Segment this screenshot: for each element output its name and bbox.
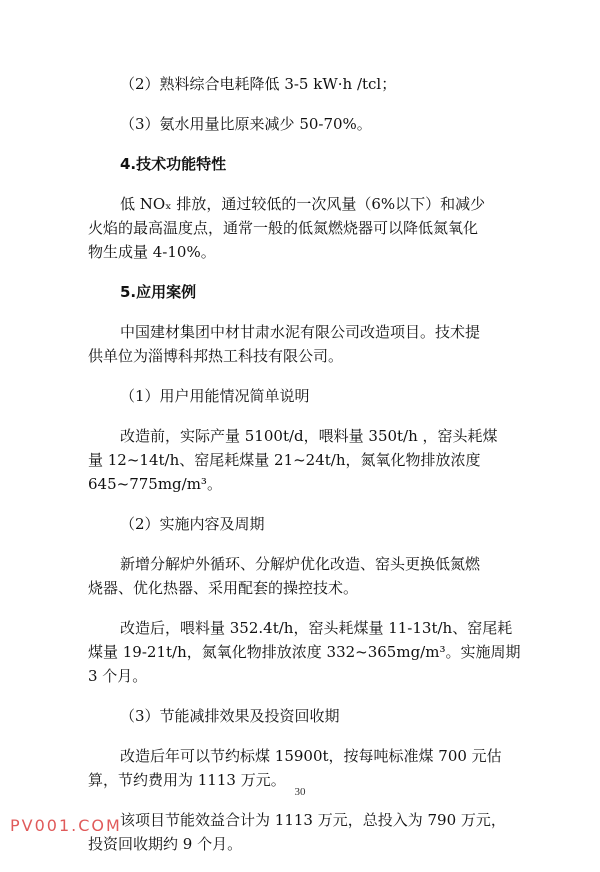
text-line: 量 12~14t/h、窑尾耗煤量 21~24t/h，氮氧化物排放浓度 [88, 451, 481, 469]
text-line: （2）熟料综合电耗降低 3-5 kW·h /tcl； [120, 75, 397, 93]
text-line: 改造后，喂料量 352.4t/h，窑头耗煤量 11-13t/h、窑尾耗 [120, 619, 513, 637]
text-line: 烧器、优化热器、采用配套的操控技术。 [88, 579, 359, 597]
document-body [88, 72, 521, 872]
paragraph-project [88, 320, 516, 368]
text-line: 该项目节能效益合计为 1113 万元，总投入为 790 万元， [120, 811, 506, 829]
subheading: （2）实施内容及周期 [120, 515, 265, 533]
paragraph-after-retrofit [88, 616, 521, 688]
text-line: 物生成量 4-10%。 [88, 243, 216, 261]
watermark: PV001.COM [10, 816, 122, 835]
section-heading: 4.技术功能特性 [120, 155, 227, 173]
subheading: （3）节能减排效果及投资回收期 [120, 707, 340, 725]
subheading: （1）用户用能情况简单说明 [120, 387, 310, 405]
paragraph-before-retrofit [88, 424, 516, 496]
page-number: 30 [294, 786, 306, 798]
text-line: 投资回收期约 9 个月。 [88, 835, 243, 853]
text-line: 改造后年可以节约标煤 15900t，按每吨标准煤 700 元估 [120, 747, 502, 765]
text-line: 中国建材集团中材甘肃水泥有限公司改造项目。技术提 [120, 323, 481, 341]
subheading-energy-use [88, 384, 516, 408]
text-line: 645~775mg/m³。 [88, 475, 222, 493]
text-line: 火焰的最高温度点，通常一般的低氮燃烧器可以降低氮氧化 [88, 219, 479, 237]
subheading-payback [88, 704, 516, 728]
section-heading: 5.应用案例 [120, 283, 197, 301]
text-line: 3 个月。 [88, 667, 148, 685]
paragraph-savings [88, 744, 516, 792]
heading-technical-features [88, 152, 516, 176]
text-line: 新增分解炉外循环、分解炉优化改造、窑头更换低氮燃 [120, 555, 481, 573]
text-line: 供单位为淄博科邦热工科技有限公司。 [88, 347, 344, 365]
paragraph-power-consumption [88, 72, 516, 96]
paragraph-implementation [88, 552, 516, 600]
text-line: 改造前，实际产量 5100t/d，喂料量 350t/h ，窑头耗煤 [120, 427, 498, 445]
heading-application-case [88, 280, 516, 304]
text-line: 算，节约费用为 1113 万元。 [88, 771, 286, 789]
text-line: 煤量 19-21t/h，氮氧化物排放浓度 332~365mg/m³。实施周期 [88, 643, 521, 661]
text-line: （3）氨水用量比原来减少 50-70%。 [120, 115, 372, 133]
paragraph-investment [88, 808, 516, 856]
paragraph-low-nox [88, 192, 516, 264]
paragraph-ammonia [88, 112, 516, 136]
subheading-implementation [88, 512, 516, 536]
text-line: 低 NOₓ 排放，通过较低的一次风量（6%以下）和减少 [120, 195, 486, 213]
